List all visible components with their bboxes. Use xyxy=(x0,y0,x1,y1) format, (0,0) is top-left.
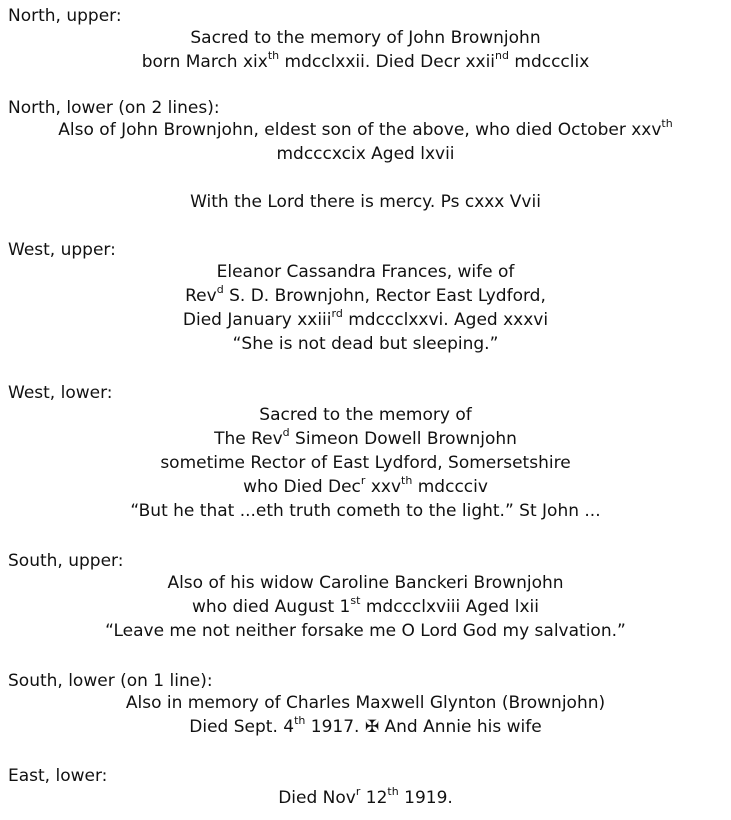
superscript: nd xyxy=(495,49,509,63)
inscription-line: mdcccxcix Aged lxvii xyxy=(276,144,455,164)
inscription-line: Died Sept. 4th 1917. ✠ And Annie his wife xyxy=(189,714,542,737)
superscript: d xyxy=(282,426,290,440)
inscription-line: Sacred to the memory of xyxy=(259,405,472,425)
inscription-line: The Rev$^d$ Simeon Dowell Brownjohn xyxy=(214,426,517,449)
section-heading: West, upper: xyxy=(8,240,116,260)
inscription-line: sometime Rector of East Lydford, Somersetshire xyxy=(160,453,571,473)
section-heading: North, lower (on 2 lines): xyxy=(8,98,220,118)
inscription-line: Also of his widow Caroline Banckeri Brownjohn xyxy=(167,573,564,593)
inscription-line: Died January xxiii$^{rd}$ mdccclxxvi. Aged xxxvi xyxy=(182,307,549,330)
superscript: th xyxy=(661,117,673,131)
superscript: th xyxy=(387,785,399,799)
inscription-line: “She is not dead but sleeping.” xyxy=(232,334,499,354)
section-heading: North, upper: xyxy=(8,6,122,26)
section-heading: West, lower: xyxy=(8,383,113,403)
inscription-line: Also of John Brownjohn, eldest son of the above, who died October xxv$^{th}$ xyxy=(58,117,673,140)
section-heading: East, lower: xyxy=(8,766,108,786)
inscription-line: who Died Dec$^r$ xxv$^{th}$ mdccciv xyxy=(243,474,488,497)
inscription-line: Rev$^d$ S. D. Brownjohn, Rector East Lydford, xyxy=(185,283,546,306)
inscription-line: “But he that ...eth truth cometh to the light.” St John ... xyxy=(130,501,601,521)
inscription-line: Eleanor Cassandra Frances, wife of xyxy=(216,262,515,282)
superscript: th xyxy=(294,714,306,728)
superscript: th xyxy=(267,49,280,63)
superscript: d xyxy=(216,283,224,297)
superscript: r xyxy=(360,474,366,488)
inscription-line: With the Lord there is mercy. Ps cxxx Vvii xyxy=(190,192,541,212)
inscription-line: Sacred to the memory of John Brownjohn xyxy=(190,28,541,48)
section-heading: South, lower (on 1 line): xyxy=(8,671,213,691)
inscription-line: who died August 1st mdccclxviii Aged lxii xyxy=(192,594,539,617)
section-heading: South, upper: xyxy=(8,551,124,571)
superscript: r xyxy=(355,785,361,799)
inscription-line: “Leave me not neither forsake me O Lord God my salvation.” xyxy=(105,621,626,641)
inscription-line: Died Nov$^r$ 12th 1919. xyxy=(278,785,453,808)
superscript: rd xyxy=(331,307,343,321)
superscript: th xyxy=(401,474,413,488)
inscription-line: Also in memory of Charles Maxwell Glynton (Brownjohn) xyxy=(125,693,606,713)
superscript: st xyxy=(350,594,361,608)
inscription-line: born March xix$^{th}$ mdcclxxii. Died Decr xxii$^{nd}$ mdccclix xyxy=(141,49,590,72)
